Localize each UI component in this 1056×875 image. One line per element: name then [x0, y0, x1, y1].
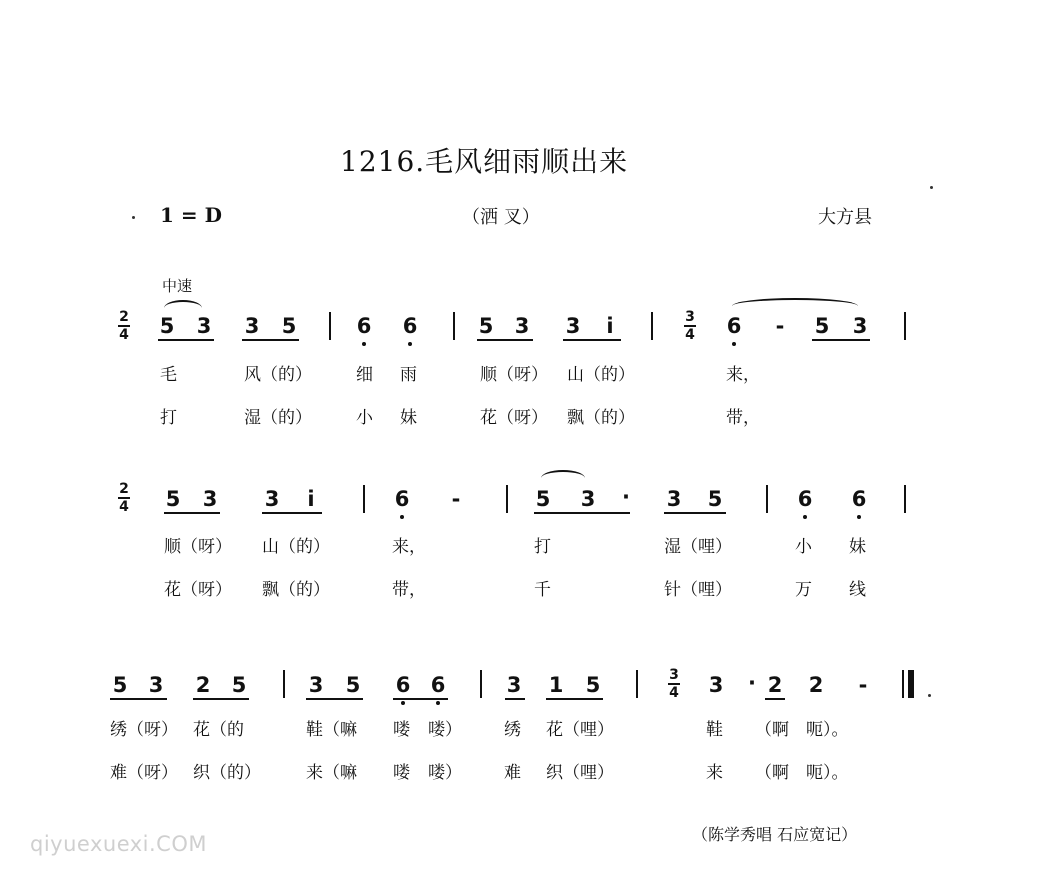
beam-underline — [534, 512, 630, 514]
note: i — [307, 487, 315, 511]
lyric: 带， — [726, 408, 760, 428]
note: 1 — [548, 673, 564, 697]
dash: - — [451, 487, 461, 511]
time-signature — [114, 310, 134, 342]
bar-line — [904, 312, 906, 340]
note: 2 — [808, 673, 824, 697]
note: 3 — [565, 314, 581, 338]
lyric: 飘（的） — [567, 408, 635, 428]
lyric: 喽） — [428, 763, 462, 783]
scan-speck — [928, 694, 931, 697]
note: 6 — [430, 673, 446, 697]
lyric: 来（嘛 — [306, 763, 357, 783]
note: 6 — [395, 673, 411, 697]
low-octave-dot — [436, 701, 440, 705]
bar-line — [766, 485, 768, 513]
note: 3 — [244, 314, 260, 338]
note: 3 — [514, 314, 530, 338]
beam-underline — [505, 698, 525, 700]
lyric: 针（哩） — [664, 580, 732, 600]
lyric: 来 — [706, 763, 723, 783]
ts-numerator: 3 — [685, 309, 695, 325]
song-county: 大方县 — [818, 207, 872, 228]
slur — [732, 298, 858, 314]
time-signature — [114, 482, 134, 514]
lyric: 小 — [356, 408, 373, 428]
lyric: 呃）。 — [806, 720, 849, 740]
song-title: 1216.毛风细雨顺出来 — [340, 145, 629, 178]
bar-line — [636, 670, 638, 698]
watermark: qiyuexuexi.COM — [30, 832, 207, 856]
lyric: 打 — [160, 408, 177, 428]
lyric: 顺（呀） — [480, 365, 548, 385]
lyric: 风（的） — [244, 365, 312, 385]
ts-denominator: 4 — [669, 685, 679, 701]
lyric: 千 — [534, 580, 551, 600]
note: 3 — [148, 673, 164, 697]
low-octave-dot — [408, 342, 412, 346]
lyric: 山（的） — [567, 365, 635, 385]
low-octave-dot — [857, 515, 861, 519]
ts-denominator: 4 — [119, 327, 129, 343]
lyric: 线 — [849, 580, 866, 600]
lyric: 绣（呀） — [110, 720, 178, 740]
beam-underline — [546, 698, 603, 700]
beam-underline — [765, 698, 785, 700]
bar-line — [329, 312, 331, 340]
lyric: 花（呀） — [164, 580, 232, 600]
song-genre: （洒 叉） — [462, 207, 540, 228]
lyric: 带， — [392, 580, 426, 600]
note: 3 — [264, 487, 280, 511]
lyric: 鞋 — [706, 720, 723, 740]
lyric: 飘（的） — [262, 580, 330, 600]
note: 6 — [726, 314, 742, 338]
bar-line — [363, 485, 365, 513]
low-octave-dot — [732, 342, 736, 346]
aug-dot: · — [748, 671, 756, 695]
lyric: 细 — [356, 365, 373, 385]
scan-speck — [930, 186, 933, 189]
lyric: （啊 — [755, 763, 789, 783]
lyric: 山（的） — [262, 537, 330, 557]
note: 3 — [666, 487, 682, 511]
beam-underline — [110, 698, 167, 700]
time-signature — [664, 668, 684, 700]
note: 6 — [356, 314, 372, 338]
beam-underline — [306, 698, 363, 700]
lyric: （啊 — [755, 720, 789, 740]
bar-line — [506, 485, 508, 513]
note: 6 — [402, 314, 418, 338]
lyric: 来， — [726, 365, 760, 385]
low-octave-dot — [401, 701, 405, 705]
lyric: 妹 — [849, 537, 866, 557]
ts-numerator: 2 — [119, 481, 129, 497]
lyric: 织（哩） — [546, 763, 614, 783]
note: 2 — [767, 673, 783, 697]
lyric: 打 — [534, 537, 551, 557]
lyric: 花（呀） — [480, 408, 548, 428]
ts-numerator: 2 — [119, 309, 129, 325]
beam-underline — [563, 339, 621, 341]
lyric: 花（的 — [193, 720, 244, 740]
beam-underline — [262, 512, 322, 514]
note: 5 — [585, 673, 601, 697]
note: 5 — [345, 673, 361, 697]
lyric: 毛 — [160, 365, 177, 385]
note: 2 — [195, 673, 211, 697]
ts-numerator: 3 — [669, 667, 679, 683]
beam-underline — [477, 339, 533, 341]
lyric: 小 — [795, 537, 812, 557]
lyric: 妹 — [400, 408, 417, 428]
note: 5 — [281, 314, 297, 338]
final-bar-thick — [908, 670, 914, 698]
slur — [541, 470, 585, 486]
beam-underline — [812, 339, 870, 341]
beam-underline — [193, 698, 249, 700]
lyric: 雨 — [400, 365, 417, 385]
note: 6 — [394, 487, 410, 511]
note: 5 — [535, 487, 551, 511]
lyric: 难（呀） — [110, 763, 178, 783]
note: i — [606, 314, 614, 338]
beam-underline — [164, 512, 220, 514]
note: 3 — [506, 673, 522, 697]
beam-underline — [393, 698, 448, 700]
bar-line — [480, 670, 482, 698]
note: 3 — [708, 673, 724, 697]
beam-underline — [242, 339, 299, 341]
time-signature — [680, 310, 700, 342]
lyric: 万 — [795, 580, 812, 600]
note: 5 — [231, 673, 247, 697]
lyric: 湿（哩） — [664, 537, 732, 557]
note: 5 — [707, 487, 723, 511]
final-bar-thin — [902, 670, 904, 698]
lyric: 来， — [392, 537, 426, 557]
low-octave-dot — [803, 515, 807, 519]
dash: - — [858, 673, 868, 697]
low-octave-dot — [362, 342, 366, 346]
note: 5 — [814, 314, 830, 338]
beam-underline — [664, 512, 726, 514]
note: 3 — [852, 314, 868, 338]
ts-denominator: 4 — [685, 327, 695, 343]
dash: - — [775, 314, 785, 338]
note: 5 — [478, 314, 494, 338]
performer-credit: （陈学秀唱 石应宽记） — [692, 825, 858, 844]
note: 3 — [202, 487, 218, 511]
lyric: 喽） — [428, 720, 462, 740]
lyric: 呃）。 — [806, 763, 849, 783]
bar-line — [651, 312, 653, 340]
beam-underline — [158, 339, 214, 341]
note: 3 — [308, 673, 324, 697]
note: 3 — [580, 487, 596, 511]
note: 5 — [159, 314, 175, 338]
lyric: 鞋（嘛 — [306, 720, 357, 740]
bar-line — [283, 670, 285, 698]
key-signature: 1 = D — [160, 203, 222, 227]
bar-line — [904, 485, 906, 513]
tempo-marking: 中速 — [162, 277, 193, 295]
ts-denominator: 4 — [119, 499, 129, 515]
low-octave-dot — [400, 515, 404, 519]
lyric: 湿（的） — [244, 408, 312, 428]
bar-line — [453, 312, 455, 340]
note: 6 — [797, 487, 813, 511]
lyric: 难 — [504, 763, 521, 783]
scan-speck — [132, 216, 135, 219]
note: 5 — [165, 487, 181, 511]
lyric: 喽 — [393, 720, 410, 740]
lyric: 绣 — [504, 720, 521, 740]
note: 6 — [851, 487, 867, 511]
note: 3 — [196, 314, 212, 338]
aug-dot: · — [622, 485, 630, 509]
note: 5 — [112, 673, 128, 697]
lyric: 织（的） — [193, 763, 261, 783]
lyric: 喽 — [393, 763, 410, 783]
lyric: 顺（呀） — [164, 537, 232, 557]
lyric: 花（哩） — [546, 720, 614, 740]
